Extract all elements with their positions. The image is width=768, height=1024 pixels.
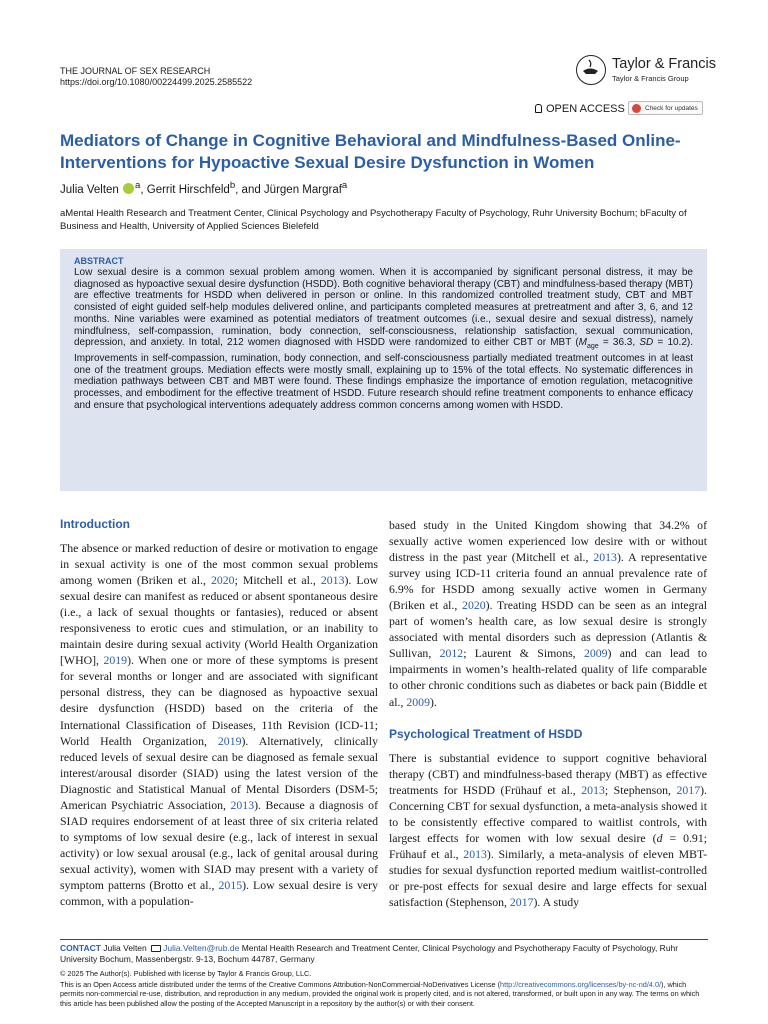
body-paragraph: based study in the United Kingdom showing that 34.2% of sexually active women experienced low desire with or without distress in the past year (Mitchell et al., 2013). A representative survey using ICD-11 criteria found an annual prevalence rate of 6.9% for HSDD among sexually active women in Germany (Briken et al., 2020). Treating HSDD can be seen as an integral part of women’s health care, as low sexual desire is strongly associated with mental disorders such as depression (Atlantis & Sullivan, 2012; Laurent & Simons, 2009) and can lead to impairments in women’s health-related quality of life comparable to other chronic conditions such as diabetes or back pain (Biddle et al., 2009). bbox=[389, 518, 707, 709]
section-heading-introduction: Introduction bbox=[60, 517, 130, 531]
author-list: Julia Velten $^a$, Gerrit Hirschfeld$^b$, and Jürgen Margraf$^a$ bbox=[60, 180, 348, 196]
publisher-group: Taylor & Francis Group bbox=[612, 74, 689, 83]
citation-link[interactable]: 2013 bbox=[230, 797, 255, 812]
crossmark-icon bbox=[632, 104, 641, 113]
open-access-badge: OPEN ACCESS bbox=[535, 103, 625, 115]
left-column bbox=[60, 517, 378, 909]
mail-icon bbox=[151, 945, 161, 952]
citation-link[interactable]: 2019 bbox=[103, 653, 128, 668]
check-for-updates-button[interactable]: Check for updates bbox=[628, 101, 703, 115]
lamp-icon bbox=[576, 55, 606, 85]
citation-link[interactable]: 2020 bbox=[462, 598, 486, 613]
license-link[interactable]: http://creativecommons.org/licenses/by-nc-nd/4.0/ bbox=[500, 979, 662, 989]
license-notice: This is an Open Access article distributed under the terms of the Creative Commons Attribution-NonCommercial-NoDerivatives License (http://creativecommons.org/licenses/by-nc-nd/4.0/), which permits non-commercial re-use, distribution, and reproduction in any medium, provided the original work is properly cited, and is not altered, transformed, or built upon in any way. The terms on which this article has been published allow the posting of the Accepted Manuscript in a repository by the author(s) or with their consent. bbox=[60, 979, 700, 1008]
copyright-notice: © 2025 The Author(s). Published with license by Taylor & Francis Group, LLC. bbox=[60, 969, 312, 978]
affiliations: aMental Health Research and Treatment Center, Clinical Psychology and Psychotherapy Faculty of Psychology, Ruhr University Bochum; bFaculty of Business and Health, University of Applied Sciences Bielefeld bbox=[60, 208, 687, 232]
email-link[interactable]: Julia.Velten@rub.de bbox=[163, 943, 240, 953]
author-name[interactable]: , and Jürgen Margraf bbox=[235, 183, 342, 196]
publisher-logo[interactable] bbox=[576, 54, 726, 88]
contact-info: CONTACT Julia Velten Julia.Velten@rub.de Mental Health Research and Treatment Center, Clinical Psychology and Psychotherapy Faculty of Psychology, Ruhr University Bochum, Massenbergstr. 9-13, Bochum 44787, Germany bbox=[60, 943, 679, 964]
open-lock-icon bbox=[535, 104, 542, 113]
citation-link[interactable]: 2009 bbox=[406, 694, 430, 709]
abstract-box bbox=[60, 249, 707, 491]
author-name[interactable]: Julia Velten bbox=[60, 183, 119, 196]
section-heading-treatment: Psychological Treatment of HSDD bbox=[389, 726, 583, 741]
citation-link[interactable]: 2009 bbox=[583, 646, 608, 661]
citation-link[interactable]: 2015 bbox=[218, 877, 243, 892]
citation-link[interactable]: 2013 bbox=[581, 782, 605, 797]
citation-link[interactable]: 2019 bbox=[217, 733, 242, 748]
journal-name: THE JOURNAL OF SEX RESEARCH bbox=[60, 66, 211, 76]
orcid-icon[interactable] bbox=[123, 183, 134, 194]
citation-link[interactable]: 2013 bbox=[320, 573, 345, 588]
journal-header bbox=[60, 66, 252, 88]
author-name[interactable]: , Gerrit Hirschfeld bbox=[140, 183, 230, 196]
abstract-text: Low sexual desire is a common sexual problem among women. When it is accompanied by significant personal distress, it may be diagnosed as hypoactive sexual desire dysfunction (HSDD). Both cognitive behavioral therapy (CBT) and mindfulness-based therapy (MBT) are effective treatments for HSDD when delivered in person or online. In this randomized controlled treatment study, CBT and MBT consisted of eight guided self-help modules delivered online, and participants completed measures at pretreatment and after 3, 6, and 12 months. Nine variables were examined as potential mediators of treatment outcomes (i.e., sexual desire and sexual distress), namely mindfulness, self-compassion, rumination, body connection, self-consciousness, relationship satisfaction, sexual communication, depression, and anxiety. In total, 212 women diagnosed with HSDD were randomized to either CBT or MBT ($M_{age} = 36.3$, SD = 10.2). Improvements in self-compassion, rumination, body connection, and self-consciousness partially mediated treatment outcomes in at least one of the treatment groups. Mediation effects were mostly small, explaining up to 15% of the total effects. No systematic differences in mediation pathways between CBT and MBT were found. These findings emphasize the importance of emotion regulation, metacognitive processes, and embodiment for the effective treatment of HSDD. Future research should refine treatment components to enhance efficacy and ensure that psychological interventions adequately address common concerns among women with HSDD. bbox=[74, 267, 694, 411]
citation-link[interactable]: 2013 bbox=[593, 550, 617, 565]
citation-link[interactable]: 2017 bbox=[509, 894, 534, 909]
body-paragraph: The absence or marked reduction of desire or motivation to engage in sexual activity is one of the most common sexual problems among women (Briken et al., 2020; Mitchell et al., 2013). Low sexual desire can manifest as reduced or absent spontaneous desire (i.e., a lack of sexual thoughts or fantasies), reduced or absent responsiveness to erotic cues and stimulation, or an inability to maintain desire during sexual activity (World Health Organization [WHO], 2019). When one or more of these symptoms is present for several months or longer and are associated with significant personal distress, they can be diagnosed as hypoactive sexual desire dysfunction (HSDD) based on the criteria of the International Classification of Diseases, 11th Revision (ICD-11; World Health Organization, 2019). Alternatively, clinically reduced levels of sexual desire can be diagnosed as female sexual interest/arousal disorder (SIAD) using the latest version of the Diagnostic and Statistical Manual of Mental Disorders (DSM-5; American Psychiatric Association, 2013). Because a diagnosis of SIAD requires endorsement of at least three of six criteria related to symptoms of low sexual desire (e.g., lack of interest in sexual activity) or low sexual arousal (e.g., lack of genital arousal during sexual activity), women with SIAD may present with a variety of symptom patterns (Brotto et al., 2015). Low sexual desire is very common, with a population- bbox=[60, 541, 379, 909]
publisher-name: Taylor & Francis bbox=[612, 56, 716, 72]
citation-link[interactable]: 2013 bbox=[463, 846, 487, 861]
article-title: Mediators of Change in Cognitive Behavioral and Mindfulness-Based Online-Interventions for Hypoactive Sexual Desire Dysfunction in Women bbox=[60, 131, 681, 172]
abstract-heading: ABSTRACT bbox=[74, 256, 124, 266]
citation-link[interactable]: 2017 bbox=[676, 782, 701, 797]
body-paragraph: There is substantial evidence to support cognitive behavioral therapy (CBT) and mindfulness-based therapy (MBT) as effective treatments for HSDD (Frühauf et al., 2013; Stephenson, 2017). Concerning CBT for sexual dysfunction, a meta-analysis showed it to be consistently effective compared to waitlist controls, with largest effects for women with low sexual desire (d = 0.91; Frühauf et al., 2013). Similarly, a meta-analysis of eleven MBT-studies for sexual dysfunction reported medium waitlist-controlled or pre-post effects for sexual desire and large effects for sexual satisfaction (Stephenson, 2017). A study bbox=[389, 750, 708, 909]
citation-link[interactable]: 2012 bbox=[439, 646, 464, 661]
doi-link[interactable]: https://doi.org/10.1080/00224499.2025.2585522 bbox=[60, 77, 253, 87]
footer bbox=[60, 939, 708, 1008]
right-column bbox=[389, 517, 707, 910]
citation-link[interactable]: 2020 bbox=[210, 573, 235, 588]
